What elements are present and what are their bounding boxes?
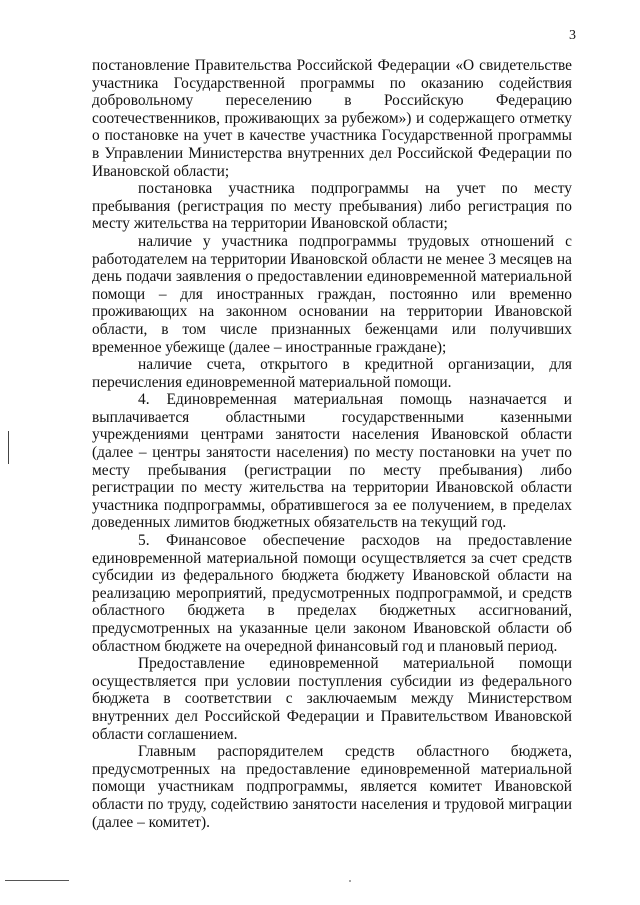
footer-scan-line bbox=[5, 880, 69, 881]
page-number: 3 bbox=[569, 28, 576, 43]
paragraph-clause-4: 4. Единовременная материальная помощь назначается и выплачивается областными государственными казенными учреждениями центрами занятости населения Ивановской области (далее – центры занятости населения) по месту постановки на учет по месту пребывания (регистрации по месту пребывания) либо регистрации по месту жительства на территории Ивановской области участника подпрограммы, обратившегося за ее получением, в пределах доведенных лимитов бюджетных обязательств на текущий год. bbox=[92, 391, 572, 532]
paragraph-employment: наличие у участника подпрограммы трудовых отношений с работодателем на территории Ивановской области не менее 3 месяцев на день подачи заявления о предоставлении единовременной материальной помощи – для иностранных граждан, постоянно или временно проживающих на законном основании на территории Ивановской области, в том числе признанных беженцами или получивших временное убежище (далее – иностранные граждане); bbox=[92, 232, 572, 356]
document-body bbox=[92, 57, 572, 831]
paragraph-bank-account: наличие счета, открытого в кредитной организации, для перечисления единовременной материальной помощи. bbox=[92, 356, 572, 391]
paragraph-main-manager: Главным распорядителем средств областного бюджета, предусмотренных на предоставление единовременной материальной помощи участникам подпрограммы, является комитет Ивановской области по труду, содействию занятости населения и трудовой миграции (далее – комитет). bbox=[92, 743, 572, 831]
paragraph-registration: постановка участника подпрограммы на учет по месту пребывания (регистрация по месту пребывания) либо регистрация по месту жительства на территории Ивановской области; bbox=[92, 180, 572, 233]
paragraph-clause-5: 5. Финансовое обеспечение расходов на предоставление единовременной материальной помощи осуществляется за счет средств субсидии из федерального бюджета бюджету Ивановской области на реализацию мероприятий, предусмотренных подпрограммой, и средств областного бюджета в пределах бюджетных ассигнований, предусмотренных на указанные цели законом Ивановской области об областном бюджете на очередной финансовый год и плановый период. bbox=[92, 532, 572, 655]
paragraph-subsidy-condition: Предоставление единовременной материальной помощи осуществляется при условии поступления субсидии из федерального бюджета в соответствии с заключаемым между Министерством внутренних дел Российской Федерации и Правительством Ивановской области соглашением. bbox=[92, 655, 572, 743]
margin-scan-mark bbox=[8, 431, 9, 464]
paragraph-continuation: постановление Правительства Российской Федерации «О свидетельстве участника Государственной программы по оказанию содействия добровольному переселению в Российскую Федерацию соотечественников, проживающих за рубежом») и содержащего отметку о постановке на учет в качестве участника Государственной программы в Управлении Министерства внутренних дел Российской Федерации по Ивановской области; bbox=[92, 57, 572, 180]
scan-speck bbox=[349, 880, 351, 882]
